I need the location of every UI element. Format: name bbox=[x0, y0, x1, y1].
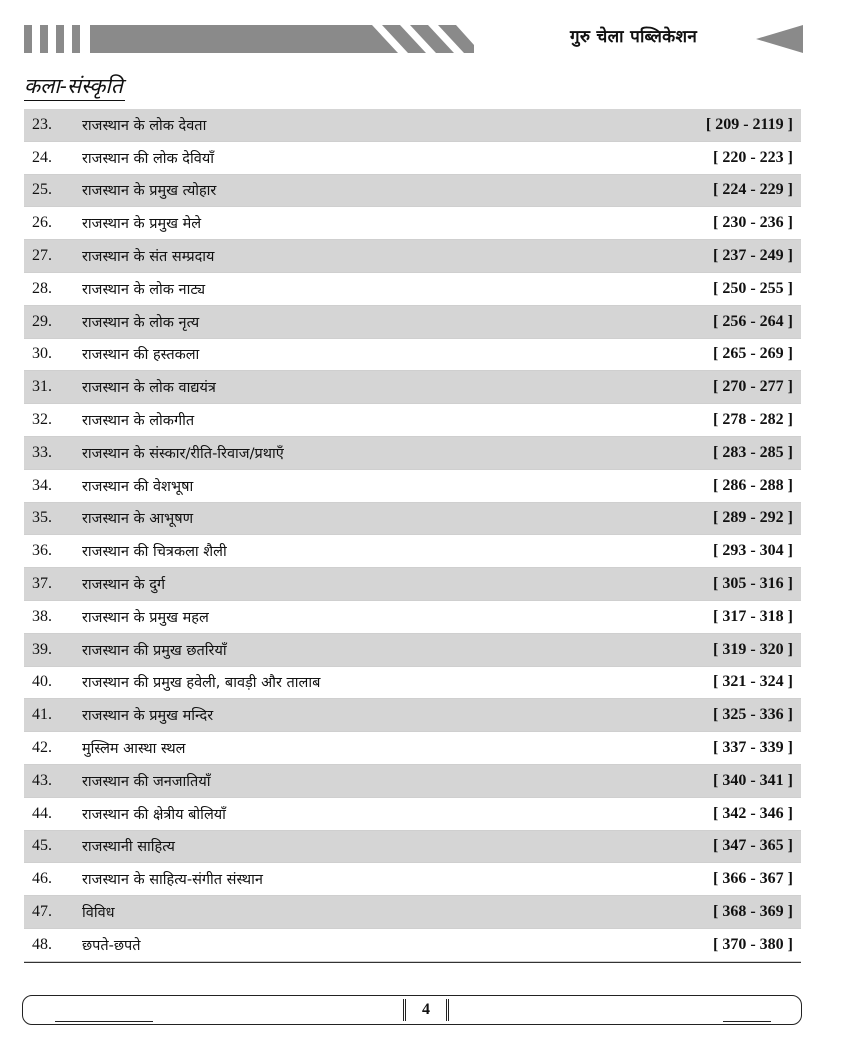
table-of-contents bbox=[24, 109, 801, 962]
toc-row bbox=[24, 503, 801, 536]
toc-entry-number: 36. bbox=[32, 542, 52, 560]
toc-entry-pages: [ 293 - 304 ] bbox=[713, 542, 793, 560]
toc-entry-number: 33. bbox=[32, 443, 52, 461]
toc-entry-number: 30. bbox=[32, 345, 52, 363]
toc-entry-pages: [ 289 - 292 ] bbox=[713, 509, 793, 527]
toc-entry-title: राजस्थान की वेशभूषा bbox=[82, 478, 194, 495]
toc-entry-pages: [ 305 - 316 ] bbox=[713, 575, 793, 593]
toc-entry-number: 43. bbox=[32, 771, 52, 789]
toc-row bbox=[24, 240, 801, 273]
toc-entry-pages: [ 230 - 236 ] bbox=[713, 214, 793, 232]
toc-entry-title: राजस्थान की चित्रकला शैली bbox=[82, 544, 227, 561]
toc-row bbox=[24, 306, 801, 339]
toc-entry-pages: [ 283 - 285 ] bbox=[713, 443, 793, 461]
toc-entry-pages: [ 209 - 2119 ] bbox=[705, 115, 793, 133]
toc-entry-title: राजस्थान की क्षेत्रीय बोलियाँ bbox=[82, 806, 226, 823]
page-header bbox=[0, 0, 851, 64]
toc-row bbox=[24, 109, 801, 142]
publisher-name: गुरु चेला पब्लिकेशन bbox=[570, 27, 698, 47]
toc-entry-number: 48. bbox=[32, 935, 52, 953]
toc-entry-title: छपते-छपते bbox=[82, 937, 141, 954]
toc-entry-pages: [ 278 - 282 ] bbox=[713, 411, 793, 429]
toc-row bbox=[24, 634, 801, 667]
toc-entry-title: राजस्थान की लोक देवियाँ bbox=[82, 150, 214, 167]
toc-entry-number: 41. bbox=[32, 706, 52, 724]
toc-row bbox=[24, 404, 801, 437]
toc-entry-title: राजस्थान की जनजातियाँ bbox=[82, 773, 211, 790]
toc-row bbox=[24, 437, 801, 470]
toc-bottom-rule bbox=[24, 962, 801, 963]
footer-line-left bbox=[55, 1021, 153, 1022]
toc-entry-title: राजस्थान के प्रमुख मेले bbox=[82, 216, 202, 233]
toc-entry-number: 39. bbox=[32, 640, 52, 658]
toc-entry-title: राजस्थान की प्रमुख छतरियाँ bbox=[82, 642, 227, 659]
toc-entry-pages: [ 319 - 320 ] bbox=[713, 640, 793, 658]
toc-entry-title: राजस्थान के लोक नृत्य bbox=[82, 314, 200, 331]
toc-row bbox=[24, 699, 801, 732]
toc-entry-pages: [ 237 - 249 ] bbox=[713, 247, 793, 265]
toc-entry-number: 46. bbox=[32, 870, 52, 888]
toc-entry-title: राजस्थान की हस्तकला bbox=[82, 347, 200, 364]
toc-entry-title: राजस्थान के प्रमुख मन्दिर bbox=[82, 708, 214, 725]
toc-entry-number: 31. bbox=[32, 378, 52, 396]
toc-entry-number: 23. bbox=[32, 115, 52, 133]
toc-entry-pages: [ 340 - 341 ] bbox=[713, 771, 793, 789]
toc-entry-pages: [ 337 - 339 ] bbox=[713, 739, 793, 757]
page-number: 4 bbox=[403, 999, 449, 1021]
toc-row bbox=[24, 896, 801, 929]
toc-entry-title: राजस्थान के आभूषण bbox=[82, 511, 194, 528]
toc-row bbox=[24, 798, 801, 831]
toc-row bbox=[24, 142, 801, 175]
header-decoration bbox=[0, 0, 851, 64]
toc-entry-title: राजस्थान के लोक वाद्ययंत्र bbox=[82, 380, 216, 397]
toc-entry-pages: [ 342 - 346 ] bbox=[713, 804, 793, 822]
toc-entry-title: राजस्थान के लोक नाट्य bbox=[82, 281, 206, 298]
toc-row bbox=[24, 535, 801, 568]
toc-entry-title: राजस्थान के लोकगीत bbox=[82, 413, 195, 430]
toc-entry-title: राजस्थान के प्रमुख त्योहार bbox=[82, 183, 217, 200]
toc-entry-pages: [ 317 - 318 ] bbox=[713, 607, 793, 625]
toc-entry-number: 40. bbox=[32, 673, 52, 691]
toc-entry-pages: [ 325 - 336 ] bbox=[713, 706, 793, 724]
toc-row bbox=[24, 273, 801, 306]
toc-entry-number: 32. bbox=[32, 411, 52, 429]
toc-row bbox=[24, 667, 801, 700]
toc-entry-title: राजस्थान के प्रमुख महल bbox=[82, 609, 209, 626]
toc-row bbox=[24, 601, 801, 634]
toc-row bbox=[24, 732, 801, 765]
toc-entry-title: विविध bbox=[82, 905, 115, 922]
toc-entry-number: 25. bbox=[32, 181, 52, 199]
footer-line-right bbox=[723, 1021, 771, 1022]
toc-entry-pages: [ 220 - 223 ] bbox=[713, 148, 793, 166]
toc-entry-title: मुस्लिम आस्था स्थल bbox=[82, 741, 186, 758]
section-heading: कला-संस्कृति bbox=[24, 73, 125, 101]
toc-row bbox=[24, 831, 801, 864]
toc-entry-title: राजस्थानी साहित्य bbox=[82, 839, 175, 856]
toc-entry-pages: [ 321 - 324 ] bbox=[713, 673, 793, 691]
toc-entry-pages: [ 366 - 367 ] bbox=[713, 870, 793, 888]
toc-row bbox=[24, 339, 801, 372]
toc-entry-number: 38. bbox=[32, 607, 52, 625]
toc-entry-number: 34. bbox=[32, 476, 52, 494]
toc-entry-pages: [ 368 - 369 ] bbox=[713, 903, 793, 921]
toc-row bbox=[24, 568, 801, 601]
toc-row bbox=[24, 371, 801, 404]
toc-entry-number: 42. bbox=[32, 739, 52, 757]
toc-entry-number: 47. bbox=[32, 903, 52, 921]
toc-row bbox=[24, 470, 801, 503]
toc-entry-number: 35. bbox=[32, 509, 52, 527]
toc-entry-pages: [ 250 - 255 ] bbox=[713, 279, 793, 297]
toc-row bbox=[24, 175, 801, 208]
toc-row bbox=[24, 929, 801, 962]
toc-entry-number: 24. bbox=[32, 148, 52, 166]
toc-entry-title: राजस्थान के साहित्य-संगीत संस्थान bbox=[82, 872, 263, 889]
page-footer bbox=[22, 995, 802, 1025]
toc-entry-pages: [ 270 - 277 ] bbox=[713, 378, 793, 396]
toc-entry-pages: [ 224 - 229 ] bbox=[713, 181, 793, 199]
toc-entry-pages: [ 265 - 269 ] bbox=[713, 345, 793, 363]
toc-entry-pages: [ 256 - 264 ] bbox=[713, 312, 793, 330]
toc-entry-number: 27. bbox=[32, 247, 52, 265]
toc-entry-number: 37. bbox=[32, 575, 52, 593]
toc-entry-number: 44. bbox=[32, 804, 52, 822]
toc-entry-number: 45. bbox=[32, 837, 52, 855]
toc-entry-title: राजस्थान के लोक देवता bbox=[82, 117, 207, 134]
toc-entry-title: राजस्थान के दुर्ग bbox=[82, 577, 166, 594]
toc-entry-number: 26. bbox=[32, 214, 52, 232]
toc-entry-pages: [ 347 - 365 ] bbox=[713, 837, 793, 855]
toc-entry-number: 29. bbox=[32, 312, 52, 330]
toc-row bbox=[24, 207, 801, 240]
toc-entry-number: 28. bbox=[32, 279, 52, 297]
toc-row bbox=[24, 863, 801, 896]
toc-entry-title: राजस्थान के संत सम्प्रदाय bbox=[82, 249, 215, 266]
toc-entry-pages: [ 370 - 380 ] bbox=[713, 935, 793, 953]
toc-row bbox=[24, 765, 801, 798]
toc-entry-title: राजस्थान की प्रमुख हवेली, बावड़ी और तालाब bbox=[82, 675, 321, 692]
toc-entry-title: राजस्थान के संस्कार/रीति-रिवाज/प्रथाएँ bbox=[82, 445, 284, 462]
toc-entry-pages: [ 286 - 288 ] bbox=[713, 476, 793, 494]
